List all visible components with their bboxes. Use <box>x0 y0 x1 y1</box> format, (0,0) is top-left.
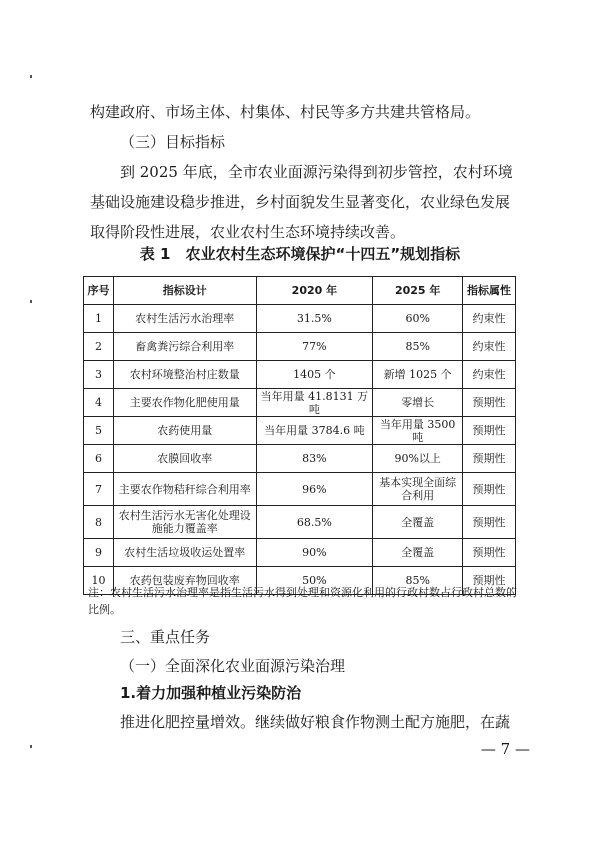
header-2020: 2020 年 <box>256 277 373 305</box>
row-number: 4 <box>84 389 114 417</box>
value-2020: 90% <box>256 539 373 567</box>
table-row <box>84 417 516 445</box>
indicator-attribute: 约束性 <box>463 333 516 361</box>
value-2025: 基本实现全面综合利用 <box>373 473 463 506</box>
value-2025: 当年用量 3500 吨 <box>373 417 463 445</box>
value-2020: 当年用量 3784.6 吨 <box>256 417 373 445</box>
row-number: 8 <box>84 506 114 539</box>
table-header-row <box>84 277 516 305</box>
header-indicator: 指标设计 <box>113 277 256 305</box>
table-row <box>84 333 516 361</box>
indicator-attribute: 预期性 <box>463 417 516 445</box>
value-2025: 新增 1025 个 <box>373 361 463 389</box>
indicator-name: 畜禽粪污综合利用率 <box>113 333 256 361</box>
indicator-name: 农膜回收率 <box>113 445 256 473</box>
indicator-attribute: 预期性 <box>463 389 516 417</box>
table-title: 表 1 农业农村生态环境保护“十四五”规划指标 <box>139 245 461 263</box>
section-targets-heading: （三）目标指标 <box>120 133 226 151</box>
value-2025: 90%以上 <box>373 445 463 473</box>
row-number: 9 <box>84 539 114 567</box>
header-attribute: 指标属性 <box>463 277 516 305</box>
value-2020: 96% <box>256 473 373 506</box>
indicator-name: 农药使用量 <box>113 417 256 445</box>
table-row <box>84 539 516 567</box>
header-no: 序号 <box>84 277 114 305</box>
subsection-heading: （一）全面深化农业面源污染治理 <box>120 657 346 675</box>
indicator-attribute: 预期性 <box>463 567 516 595</box>
indicator-name: 农村环境整治村庄数量 <box>113 361 256 389</box>
table-row <box>84 305 516 333</box>
value-2025: 全覆盖 <box>373 539 463 567</box>
value-2025: 60% <box>373 305 463 333</box>
indicator-name: 农药包装废弃物回收率 <box>113 567 256 595</box>
value-2020: 31.5% <box>256 305 373 333</box>
row-number: 2 <box>84 333 114 361</box>
header-2025: 2025 年 <box>373 277 463 305</box>
value-2020: 1405 个 <box>256 361 373 389</box>
value-2020: 77% <box>256 333 373 361</box>
scan-mark <box>30 75 32 78</box>
indicator-attribute: 预期性 <box>463 445 516 473</box>
table-row <box>84 506 516 539</box>
table-row <box>84 445 516 473</box>
value-2025: 85% <box>373 567 463 595</box>
indicator-name: 农村生活污水无害化处理设施能力覆盖率 <box>113 506 256 539</box>
indicator-attribute: 预期性 <box>463 539 516 567</box>
row-number: 7 <box>84 473 114 506</box>
value-2025: 85% <box>373 333 463 361</box>
table-row <box>84 361 516 389</box>
row-number: 1 <box>84 305 114 333</box>
indicator-attribute: 约束性 <box>463 305 516 333</box>
value-2020: 68.5% <box>256 506 373 539</box>
scan-mark <box>30 300 32 303</box>
indicator-name: 农村生活污水治理率 <box>113 305 256 333</box>
table-row <box>84 389 516 417</box>
indicator-name: 农村生活垃圾收运处置率 <box>113 539 256 567</box>
section-tasks-heading: 三、重点任务 <box>120 628 211 646</box>
value-2025: 全覆盖 <box>373 506 463 539</box>
row-number: 6 <box>84 445 114 473</box>
indicator-table <box>83 276 516 595</box>
table-row <box>84 473 516 506</box>
indicator-attribute: 约束性 <box>463 361 516 389</box>
body-paragraph: 推进化肥控量增效。继续做好粮食作物测土配方施肥，在蔬 <box>120 713 511 731</box>
indicator-attribute: 预期性 <box>463 473 516 506</box>
row-number: 10 <box>84 567 114 595</box>
page-number: — 7 — <box>480 740 530 758</box>
table-note: 注：农村生活污水治理率是指生活污水得到处理和资源化利用的行政村数占行政村总数的比例。 <box>88 586 517 616</box>
row-number: 3 <box>84 361 114 389</box>
targets-paragraph: 到 2025 年底，全市农业面源污染得到初步管控，农村环境基础设施建设稳步推进，乡村面貌发生显著变化，农业绿色发展取得阶段性进展，农业农村生态环境持续改善。 <box>90 163 513 241</box>
intro-line: 构建政府、市场主体、村集体、村民等多方共建共管格局。 <box>90 103 481 121</box>
value-2025: 零增长 <box>373 389 463 417</box>
indicator-name: 主要农作物化肥使用量 <box>113 389 256 417</box>
row-number: 5 <box>84 417 114 445</box>
indicator-attribute: 预期性 <box>463 506 516 539</box>
value-2020: 当年用量 41.8131 万吨 <box>256 389 373 417</box>
item-heading: 1.着力加强种植业污染防治 <box>120 684 302 702</box>
value-2020: 83% <box>256 445 373 473</box>
indicator-name: 主要农作物秸秆综合利用率 <box>113 473 256 506</box>
value-2020: 50% <box>256 567 373 595</box>
